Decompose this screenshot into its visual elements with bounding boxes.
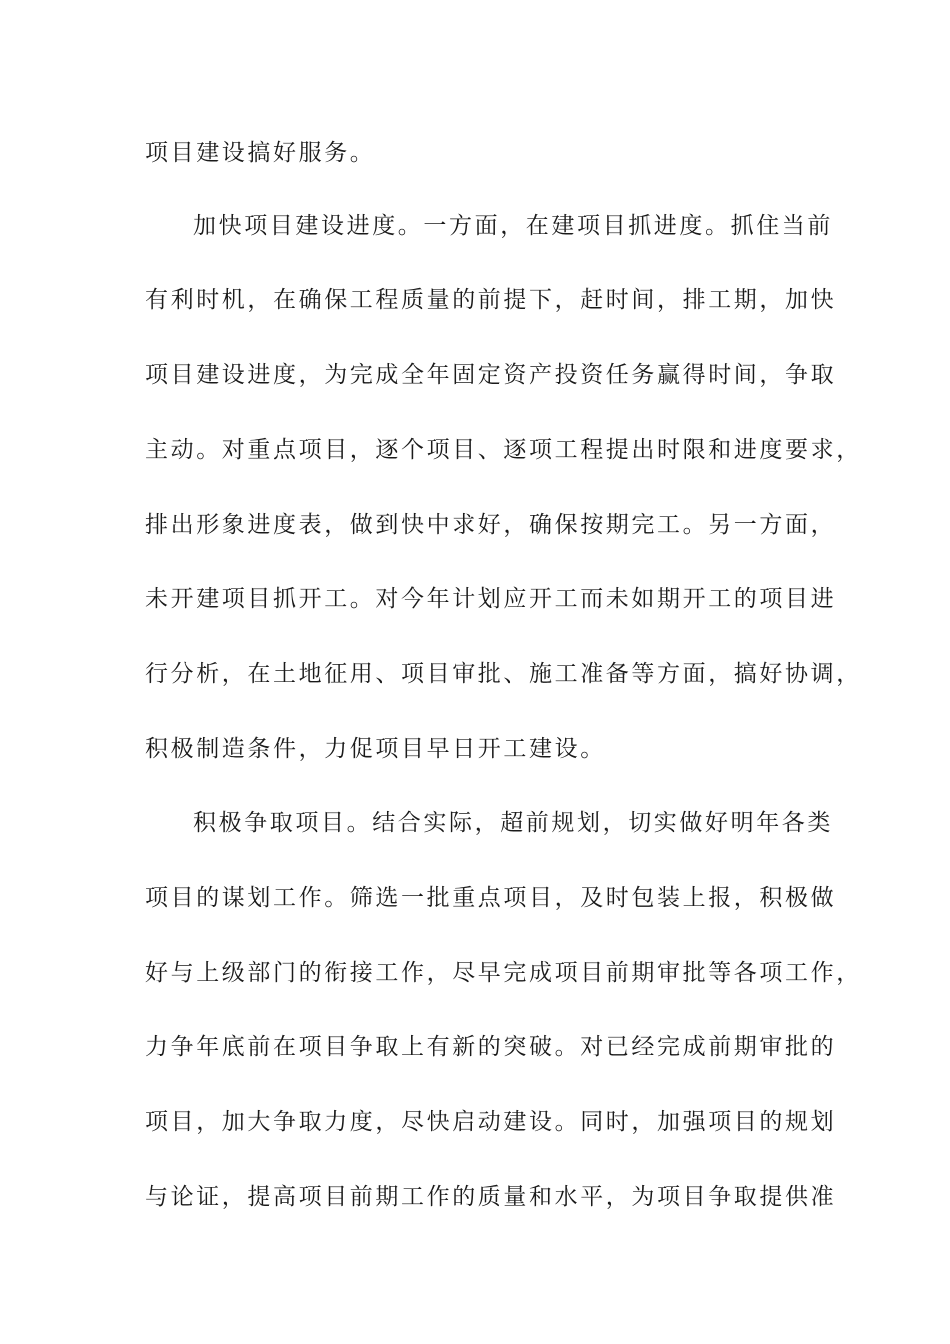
text-line: 排出形象进度表，做到快中求好，确保按期完工。另一方面， <box>145 512 837 538</box>
text-line: 未开建项目抓开工。对今年计划应开工而未如期开工的项目进 <box>145 586 837 612</box>
text-line: 主动。对重点项目，逐个项目、逐项工程提出时限和进度要求， <box>145 437 862 463</box>
text-line: 有利时机，在确保工程质量的前提下，赶时间，排工期，加快 <box>145 287 837 313</box>
text-line: 项目建设进度，为完成全年固定资产投资任务赢得时间，争取 <box>145 362 837 388</box>
paragraph-first-line: 加快项目建设进度。一方面，在建项目抓进度。抓住当前 <box>193 213 833 239</box>
text-line: 行分析，在土地征用、项目审批、施工准备等方面，搞好协调， <box>145 661 862 687</box>
text-line: 项目，加大争取力度，尽快启动建设。同时，加强项目的规划 <box>145 1109 837 1135</box>
text-line: 力争年底前在项目争取上有新的突破。对已经完成前期审批的 <box>145 1034 837 1060</box>
text-line: 项目的谋划工作。筛选一批重点项目，及时包装上报，积极做 <box>145 885 837 911</box>
text-line: 积极制造条件，力促项目早日开工建设。 <box>145 736 606 762</box>
text-line: 好与上级部门的衔接工作，尽早完成项目前期审批等各项工作， <box>145 960 862 986</box>
text-line: 项目建设搞好服务。 <box>145 140 376 166</box>
paragraph-first-line: 积极争取项目。结合实际，超前规划，切实做好明年各类 <box>193 810 833 836</box>
text-line: 与论证，提高项目前期工作的质量和水平，为项目争取提供准 <box>145 1184 837 1210</box>
